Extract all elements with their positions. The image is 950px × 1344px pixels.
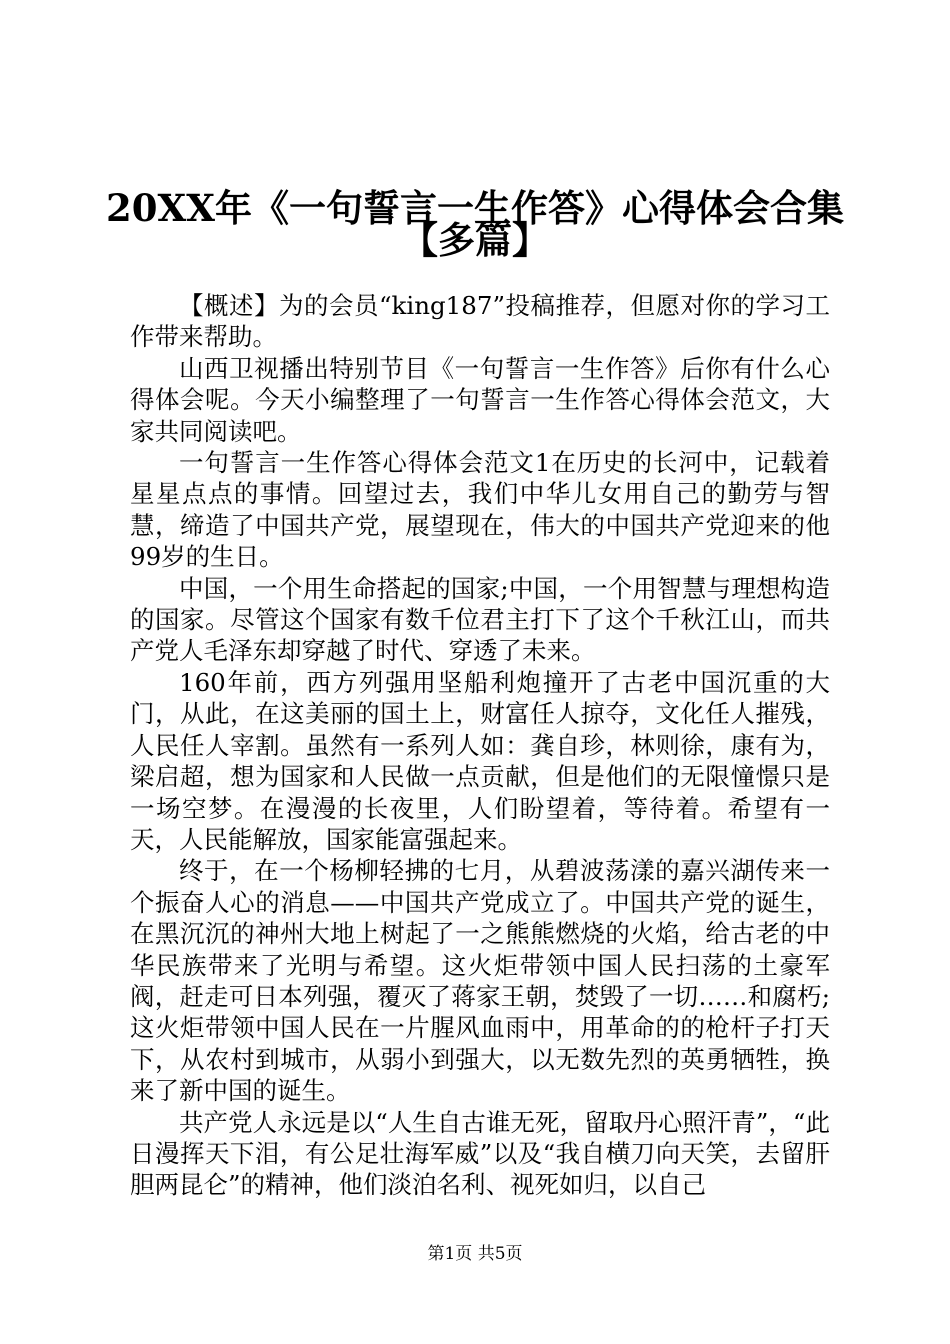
paragraph-china: 中国，一个用生命搭起的国家;中国，一个用智慧与理想构造的国家。尽管这个国家有数千位君主打下了这个千秋江山，而共产党人毛泽东却穿越了时代、穿透了未来。: [130, 573, 830, 666]
paragraph-history: 160年前，西方列强用坚船利炮撞开了古老中国沉重的大门，从此，在这美丽的国土上，财富任人掠夺，文化任人摧残，人民任人宰割。虽然有一系列人如：龚自珍，林则徐，康有为，梁启超，想为国家和人民做一点贡献，但是他们的无限憧憬只是一场空梦。在漫漫的长夜里，人们盼望着，等待着。希望有一天，人民能解放，国家能富强起来。: [130, 667, 830, 854]
page-number-footer: 第1页 共5页: [427, 1244, 523, 1264]
paragraph-intro: 山西卫视播出特别节目《一句誓言一生作答》后你有什么心得体会呢。今天小编整理了一句誓言一生作答心得体会范文，大家共同阅读吧。: [130, 353, 830, 446]
paragraph-sample-1: 一句誓言一生作答心得体会范文1在历史的长河中，记载着星星点点的事情。回望过去，我们中华儿女用自己的勤劳与智慧，缔造了中国共产党，展望现在，伟大的中国共产党迎来的他99岁的生日。: [130, 448, 830, 572]
document-body: [130, 290, 830, 1201]
paragraph-founding: 终于，在一个杨柳轻拂的七月，从碧波荡漾的嘉兴湖传来一个振奋人心的消息——中国共产党成立了。中国共产党的诞生，在黑沉沉的神州大地上树起了一之熊熊燃烧的火焰，给古老的中华民族带来了光明与希望。这火炬带领中国人民扫荡的土豪军阀，赶走可日本列强，覆灭了蒋家王朝，焚毁了一切……和腐朽;这火炬带领中国人民在一片腥风血雨中，用革命的的枪杆子打天下，从农村到城市，从弱小到强大，以无数先烈的英勇牺牲，换来了新中国的诞生。: [130, 856, 830, 1106]
document-title-continued: 【多篇】: [401, 218, 549, 262]
document-title: 20XX年《一句誓言一生作答》心得体会合集: [106, 186, 844, 230]
paragraph-summary: 【概述】为的会员“king187”投稿推荐，但愿对你的学习工作带来帮助。: [130, 291, 830, 352]
paragraph-spirit: 共产党人永远是以“人生自古谁无死，留取丹心照汗青”，“此日漫挥天下泪，有公足壮海军威”以及“我自横刀向天笑，去留肝胆两昆仑”的精神，他们淡泊名利、视死如归，以自己: [130, 1107, 830, 1200]
